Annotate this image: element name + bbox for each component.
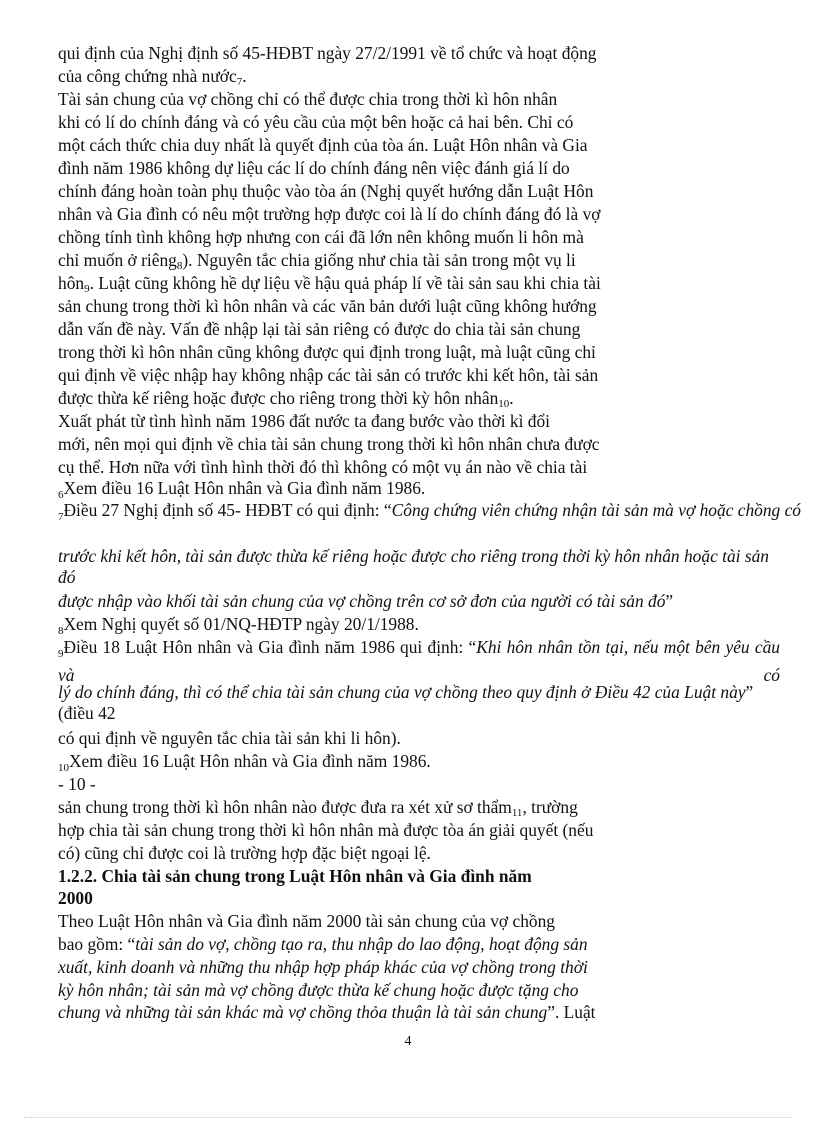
footnote-ref: 9 bbox=[84, 283, 90, 295]
body-line: dẫn vấn đề này. Vấn đề nhập lại tài sản riêng có được do chia tài sản chung bbox=[58, 319, 581, 339]
footnote-ref: 11 bbox=[511, 807, 523, 819]
footnote-number: 9 bbox=[58, 648, 64, 660]
footnote-ref: 7 bbox=[236, 76, 243, 88]
footnote-number: 10 bbox=[58, 762, 69, 774]
footnote-9: $_9$Điều 18 Luật Hôn nhân và Gia đình năm 1986 qui định: “Khi hôn nhân tồn tại, nếu một bên yêu cầu và có bbox=[58, 637, 780, 685]
body-line: sản chung trong thời kì hôn nhân nào được đưa ra xét xử sơ thẩm$_{11}$, trường bbox=[58, 797, 578, 819]
body-line: Tài sản chung của vợ chồng chỉ có thể được chia trong thời kì hôn nhân bbox=[58, 89, 558, 109]
footnote-10: $_{10}$Xem điều 16 Luật Hôn nhân và Gia đình năm 1986. bbox=[58, 751, 431, 774]
body-line: khi có lí do chính đáng và có yêu cầu của một bên hoặc cả hai bên. Chỉ có bbox=[58, 112, 574, 132]
body-line: Xuất phát từ tình hình năm 1986 đất nước ta đang bước vào thời kì đổi bbox=[58, 411, 550, 431]
body-line: nhân và Gia đình có nêu một trường hợp được coi là lí do chính đáng đó là vợ bbox=[58, 204, 601, 224]
body-line: trong thời kì hôn nhân cũng không được qui định trong luật, mà luật cũng chỉ bbox=[58, 342, 596, 362]
body-line: đình năm 1986 không dự liệu các lí do chính đáng nên việc đánh giá lí do bbox=[58, 158, 570, 178]
footnote-7 bbox=[58, 500, 801, 528]
page-number: 4 bbox=[404, 1034, 412, 1049]
body-line: mới, nên mọi qui định về chia tài sản chung trong thời kì hôn nhân chưa được bbox=[58, 434, 600, 454]
footnote-7-line-3: được nhập vào khối tài sản chung của vợ chồng trên cơ sở đơn của người có tài sản đó” bbox=[58, 591, 674, 611]
footnote-8: $_8$Xem Nghị quyết số 01/NQ-HĐTP ngày 20/1/1988. bbox=[58, 614, 419, 637]
footnote-number: 8 bbox=[58, 625, 64, 637]
body-line: chỉ muốn ở riêng$_8$). Nguyên tắc chia giống như chia tài sản trong một vụ li bbox=[58, 250, 576, 272]
body-line: Theo Luật Hôn nhân và Gia đình năm 2000 tài sản chung của vợ chồng bbox=[58, 911, 555, 931]
body-line: sản chung trong thời kì hôn nhân và các văn bản dưới luật cũng không hướng bbox=[58, 296, 597, 316]
body-line: chính đáng hoàn toàn phụ thuộc vào tòa án (Nghị quyết hướng dẫn Luật Hôn bbox=[58, 181, 594, 201]
body-line: được thừa kế riêng hoặc được cho riêng trong thời kỳ hôn nhân$_{10}$. bbox=[58, 388, 514, 410]
footnote-number: 6 bbox=[58, 489, 64, 501]
body-line: chung và những tài sản khác mà vợ chồng thỏa thuận là tài sản chung”. Luật bbox=[58, 1002, 596, 1022]
body-line: kỳ hôn nhân; tài sản mà vợ chồng được thừa kế chung hoặc được tặng cho bbox=[58, 980, 579, 1000]
page-bottom-divider bbox=[24, 1117, 792, 1118]
footnote-text: Xem điều 16 Luật Hôn nhân và Gia đình năm 1986. bbox=[63, 478, 426, 498]
footnote-9-line-2: lý do chính đáng, thì có thể chia tài sản chung của vợ chồng theo quy định ở Điều 42 của Luật này” (điều 42 bbox=[58, 682, 754, 723]
body-line: chồng tính tình không hợp nhưng con cái đã lớn nên không muốn li hôn mà bbox=[58, 227, 584, 247]
section-heading: 1.2.2. Chia tài sản chung trong Luật Hôn nhân và Gia đình năm bbox=[58, 866, 532, 886]
footnote-7-line-1: $_7$Điều 27 Nghị định số 45- HĐBT có qui định: “Công chứng viên chứng nhận tài sản mà vợ hoặc chồng có bbox=[58, 500, 801, 523]
footnote-ref: 8 bbox=[176, 260, 183, 272]
body-line: qui định của Nghị định số 45-HĐBT ngày 27/2/1991 về tổ chức và hoạt động bbox=[58, 43, 597, 63]
body-line: xuất, kinh doanh và những thu nhập hợp pháp khác của vợ chồng trong thời bbox=[58, 957, 588, 977]
body-line: hôn$_9$. Luật cũng không hề dự liệu về hậu quả pháp lí về tài sản sau khi chia tài bbox=[58, 273, 601, 295]
footnote-9-line-3: có qui định về nguyên tắc chia tài sản khi li hôn). bbox=[58, 728, 401, 748]
page-marker: - 10 - bbox=[58, 774, 96, 794]
section-heading-line-2: 2000 bbox=[58, 888, 93, 908]
body-line: bao gồm: “tài sản do vợ, chồng tạo ra, thu nhập do lao động, hoạt động sản bbox=[58, 934, 588, 954]
body-line: một cách thức chia duy nhất là quyết định của tòa án. Luật Hôn nhân và Gia bbox=[58, 135, 588, 155]
body-line: qui định về việc nhập hay không nhập các tài sản có trước khi kết hôn, tài sản bbox=[58, 365, 599, 385]
footnote-7-line-2: trước khi kết hôn, tài sản được thừa kế riêng hoặc được cho riêng trong thời kỳ hôn nhân hoặc tài sản đó bbox=[58, 546, 769, 587]
body-line: có) cũng chỉ được coi là trường hợp đặc biệt ngoại lệ. bbox=[58, 843, 431, 863]
body-line: của công chứng nhà nước$_7$. bbox=[58, 66, 247, 88]
footnote-ref: 10 bbox=[498, 398, 510, 410]
body-line: hợp chia tài sản chung trong thời kì hôn nhân mà được tòa án giải quyết (nếu bbox=[58, 820, 594, 840]
body-line: cụ thể. Hơn nữa với tình hình thời đó thì không có một vụ án nào về chia tài bbox=[58, 457, 588, 477]
footnote-number: 7 bbox=[58, 511, 64, 523]
